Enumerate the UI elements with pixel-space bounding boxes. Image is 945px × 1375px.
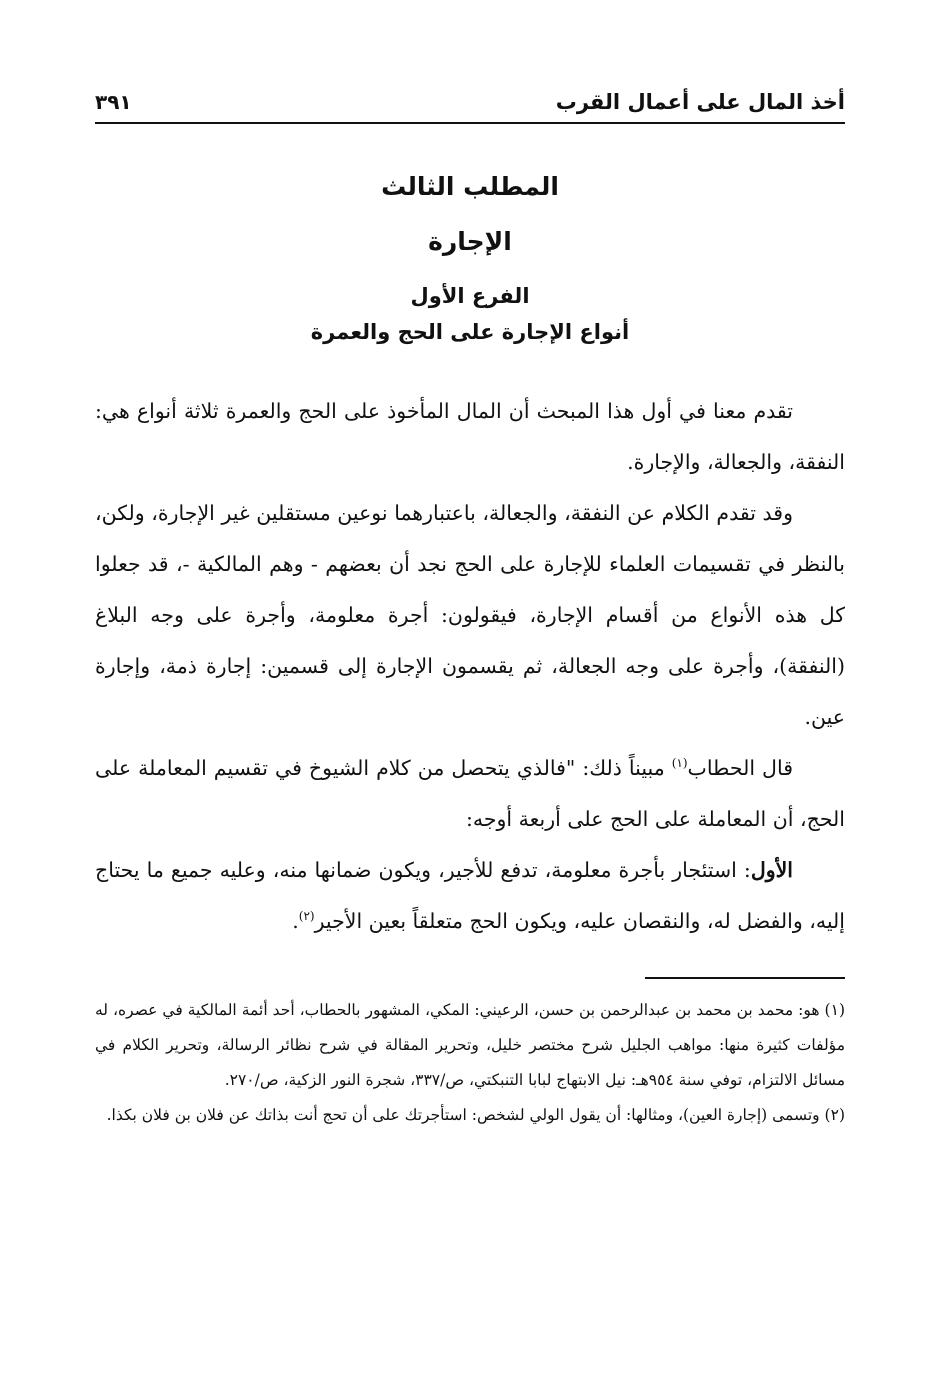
paragraph-3-rest: مبيناً ذلك: "فالذي يتحصل من كلام الشيوخ في تقسيم المعاملة على الحج، أن المعاملة على الحج على أربعة أوجه: xyxy=(95,756,845,831)
book-title: أخذ المال على أعمال القرب xyxy=(555,90,845,114)
paragraph-3 xyxy=(95,743,845,845)
paragraph-3-start: قال الحطاب xyxy=(687,756,793,780)
footnote-separator xyxy=(645,977,845,979)
footnote-ref-1: (١) xyxy=(671,756,688,771)
branch-heading: الفرع الأول xyxy=(410,284,530,308)
paragraph-4-end: . xyxy=(292,909,299,933)
paragraph-4-lead: الأول xyxy=(750,858,793,882)
footnote-1: (١) هو: محمد بن محمد بن عبدالرحمن بن حسن، الرعيني: المكي، المشهور بالحطاب، أحد أئمة المالكية في عصره، له مؤلفات كثيرة منها: مواهب الجليل شرح مختصر خليل، وتحرير المقالة في شرح نظائر الرسالة، وتحرير الكلام في مسائل الالتزام، توفي سنة ٩٥٤هـ: نيل الابتهاج لبابا التنبكتي، ص/٣٣٧، شجرة النور الزكية، ص/٢٧٠. xyxy=(95,1001,845,1089)
topic-heading: الإجارة xyxy=(428,227,512,256)
paragraph-4 xyxy=(95,845,845,947)
running-header xyxy=(95,78,845,124)
section-heading: المطلب الثالث xyxy=(381,172,559,201)
main-text xyxy=(95,386,845,947)
page-number: ٣٩١ xyxy=(95,90,132,114)
footnote-ref-2: (٢) xyxy=(298,909,315,924)
paragraph-1: تقدم معنا في أول هذا المبحث أن المال المأخوذ على الحج والعمرة ثلاثة أنواع هي: النفقة، والجعالة، والإجارة. xyxy=(95,399,845,474)
paragraph-4-text: : استئجار بأجرة معلومة، تدفع للأجير، ويكون ضمانها منه، وعليه جميع ما يحتاج إليه، والفضل له، والنقصان عليه، ويكون الحج متعلقاً بعين الأجير xyxy=(95,858,845,933)
footnotes xyxy=(95,993,845,1133)
headings xyxy=(95,172,845,344)
book-page xyxy=(95,78,845,1133)
paragraph-2: وقد تقدم الكلام عن النفقة، والجعالة، باعتبارهما نوعين مستقلين غير الإجارة، ولكن، بالنظر في تقسيمات العلماء للإجارة على الحج نجد أن بعضهم - وهم المالكية -، قد جعلوا كل هذه الأنواع من أقسام الإجارة، فيقولون: أجرة معلومة، وأجرة على وجه البلاغ (النفقة)، وأجرة على وجه الجعالة، ثم يقسمون الإجارة إلى قسمين: إجارة ذمة، وإجارة عين. xyxy=(95,501,845,729)
subject-heading: أنواع الإجارة على الحج والعمرة xyxy=(310,320,630,344)
footnote-2: (٢) وتسمى (إجارة العين)، ومثالها: أن يقول الولي لشخص: استأجرتك على أن تحج أنت بذاتك عن فلان بن فلان بكذا. xyxy=(106,1106,845,1124)
